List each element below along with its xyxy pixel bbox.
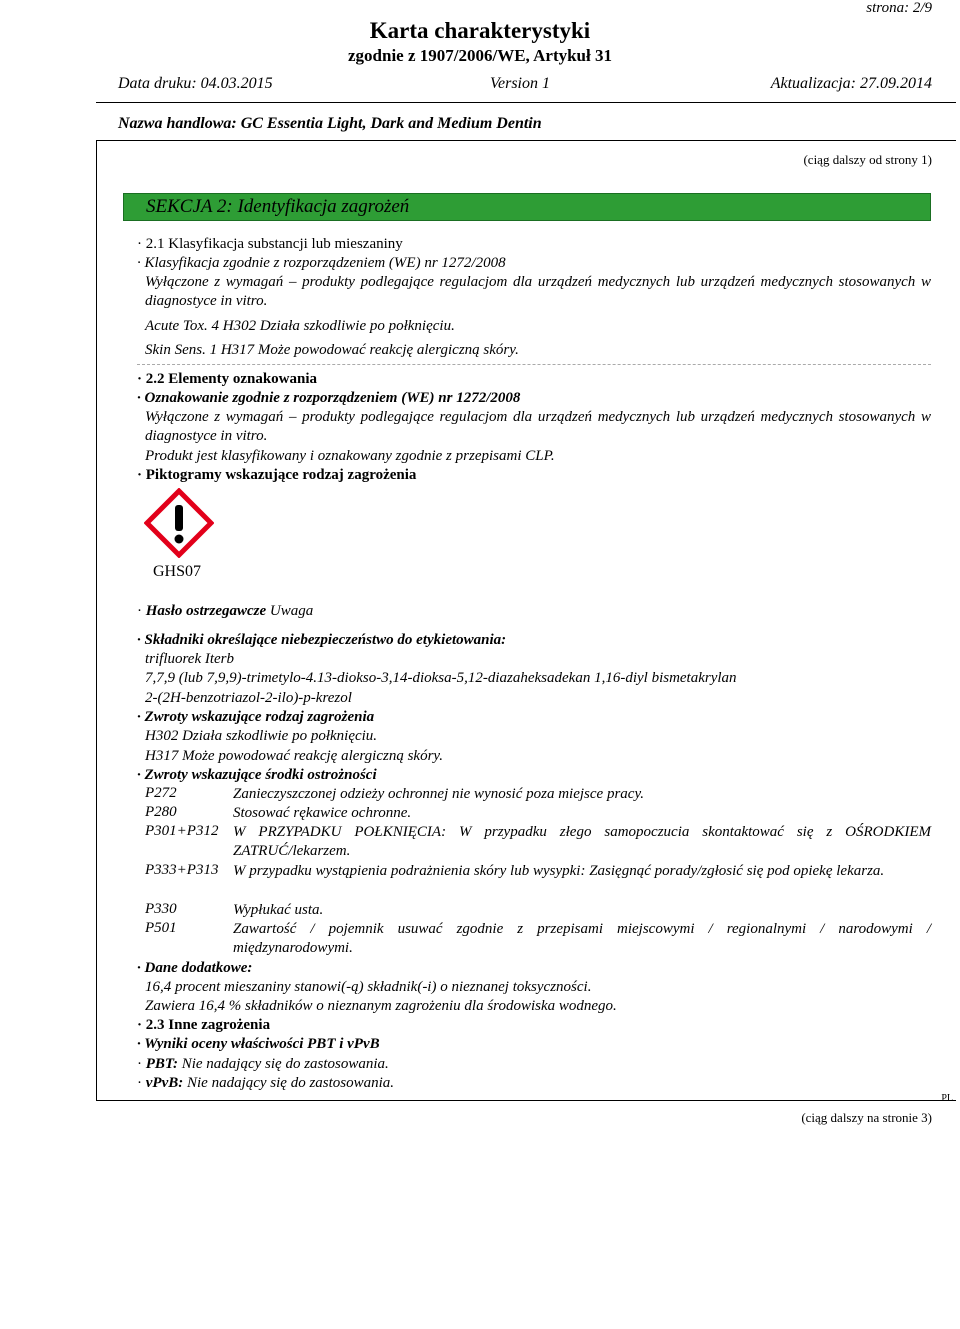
- p-code: P301+P312: [145, 823, 219, 839]
- p-statements-label: · Zwroty wskazujące środki ostrożności: [137, 767, 377, 783]
- trade-name: Nazwa handlowa: GC Essentia Light, Dark and Medium Dentin: [118, 115, 542, 132]
- s23-heading: · 2.3 Inne zagrożenia: [137, 1017, 271, 1033]
- header-divider: [96, 102, 956, 103]
- print-date: Data druku: 04.03.2015: [118, 75, 273, 92]
- p-text: W przypadku wystąpienia podrażnienia skóry lub wysypki: Zasięgnąć porady/zgłosić się pod opiekę lekarza.: [233, 863, 885, 879]
- skin-sens: Skin Sens. 1 H317 Może powodować reakcję alergiczną skóry.: [145, 342, 519, 358]
- p-text: Zanieczyszczonej odzieży ochronnej nie wynosić poza miejsce pracy.: [233, 786, 645, 802]
- document-title: Karta charakterystyki: [369, 18, 591, 43]
- p-text: Wypłukać usta.: [233, 902, 324, 918]
- p-code: P330: [145, 901, 177, 917]
- pbt-label: · Wyniki oceny właściwości PBT i vPvB: [137, 1036, 380, 1052]
- p-text: Zawartość / pojemnik usuwać zgodnie z przepisami miejscowymi / regionalnymi / narodowymi / międzynarodowymi.: [233, 921, 931, 956]
- extra-label: · Dane dodatkowe:: [137, 960, 253, 976]
- p-code: P272: [145, 785, 177, 801]
- continued-to: (ciąg dalszy na stronie 3): [801, 1110, 932, 1125]
- signal-word-row: · Hasło ostrzegawcze Uwaga: [137, 603, 314, 619]
- component-1: trifluorek Iterb: [145, 651, 235, 667]
- extra-line: Zawiera 16,4 % składników o nieznanym zagrożeniu dla środowiska wodnego.: [145, 998, 617, 1014]
- pictograms-label: · Piktogramy wskazujące rodzaj zagrożenia: [137, 467, 417, 483]
- dashed-divider: [137, 364, 931, 365]
- document-subtitle: zgodnie z 1907/2006/WE, Artykuł 31: [348, 46, 612, 65]
- trade-divider: [96, 140, 956, 141]
- s22-text: Wyłączone z wymagań – produkty podlegające regulacjom dla urządzeń medycznych lub urządzeń medycznych stosowanych w diagnostyce in vitro.: [145, 409, 931, 444]
- p-code: P280: [145, 804, 177, 820]
- p-code: P501: [145, 920, 177, 936]
- s22-heading: · 2.2 Elementy oznakowania: [137, 371, 318, 387]
- s21-text: Wyłączone z wymagań – produkty podlegające regulacjom dla urządzeń medycznych lub urządzeń medycznych stosowanych w diagnostyce in vitro.: [145, 274, 931, 309]
- component-3: 2-(2H-benzotriazol-2-ilo)-p-krezol: [145, 690, 352, 706]
- ghs-label: GHS07: [153, 563, 202, 580]
- extra-line: 16,4 procent mieszaniny stanowi(-ą) składnik(-i) o nieznanej toksyczności.: [145, 979, 592, 995]
- h-statement: H317 Może powodować reakcję alergiczną skóry.: [145, 748, 444, 764]
- components-label: · Składniki określające niebezpieczeństwo do etykietowania:: [137, 632, 507, 648]
- section-header: [123, 193, 931, 221]
- vpvb-row: · vPvB: Nie nadający się do zastosowania.: [137, 1075, 395, 1091]
- section-title: SEKCJA 2: Identyfikacja zagrożeń: [146, 196, 410, 217]
- s21-sub: · Klasyfikacja zgodnie z rozporządzeniem (WE) nr 1272/2008: [137, 255, 506, 271]
- s22-sub: · Oznakowanie zgodnie z rozporządzeniem (WE) nr 1272/2008: [137, 390, 521, 406]
- exclamation-mark-pictogram-icon: [144, 488, 214, 563]
- version: Version 1: [490, 75, 550, 92]
- p-code: P333+P313: [145, 862, 219, 878]
- p-text: Stosować rękawice ochronne.: [233, 805, 412, 821]
- s21-heading: · 2.1 Klasyfikacja substancji lub mieszaniny: [137, 236, 403, 252]
- acute-tox: Acute Tox. 4 H302 Działa szkodliwie po połknięciu.: [145, 318, 455, 334]
- update-date: Aktualizacja: 27.09.2014: [770, 75, 932, 92]
- component-2: 7,7,9 (lub 7,9,9)-trimetylo-4.13-diokso-3,14-dioksa-5,12-diazaheksadekan 1,16-diyl bismetakrylan: [145, 670, 737, 686]
- s22-text2: Produkt jest klasyfikowany i oznakowany zgodnie z przepisami CLP.: [145, 448, 555, 464]
- p-text: W PRZYPADKU POŁKNIĘCIA: W przypadku złego samopoczucia skontaktować się z OŚRODKIEM ZATRUĆ/lekarzem.: [233, 824, 931, 859]
- continued-from: (ciąg dalszy od strony 1): [803, 152, 932, 167]
- pbt-row: · PBT: Nie nadający się do zastosowania.: [137, 1056, 389, 1072]
- h-statements-label: · Zwroty wskazujące rodzaj zagrożenia: [137, 709, 375, 725]
- page-number: strona: 2/9: [866, 0, 932, 16]
- language-code: PL: [941, 1093, 953, 1104]
- footer-divider: [96, 1100, 956, 1101]
- left-margin-rule: [96, 140, 97, 1100]
- h-statement: H302 Działa szkodliwie po połknięciu.: [145, 728, 378, 744]
